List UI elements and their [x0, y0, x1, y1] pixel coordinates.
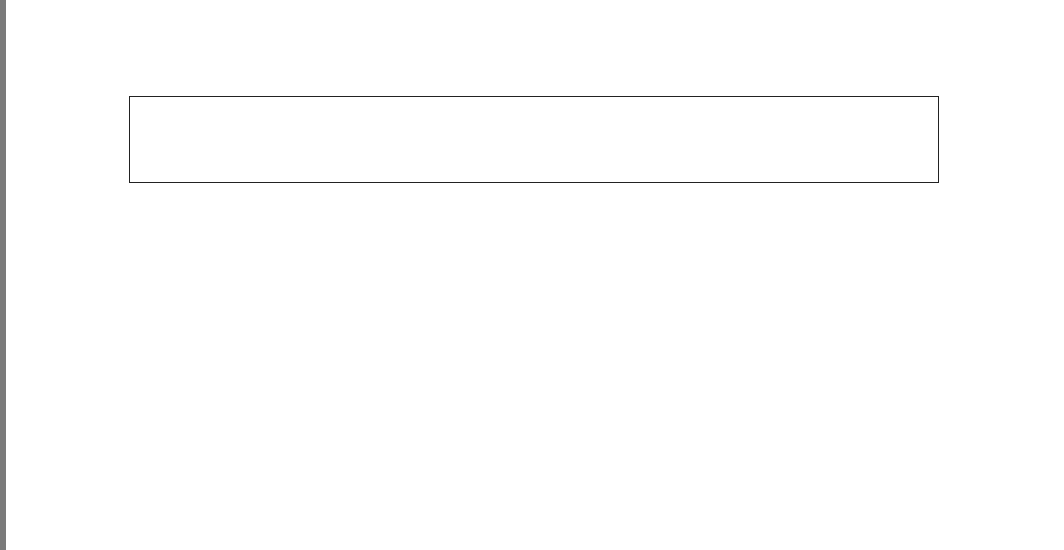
page-edge [0, 0, 6, 550]
unit-summary-box [129, 96, 939, 183]
